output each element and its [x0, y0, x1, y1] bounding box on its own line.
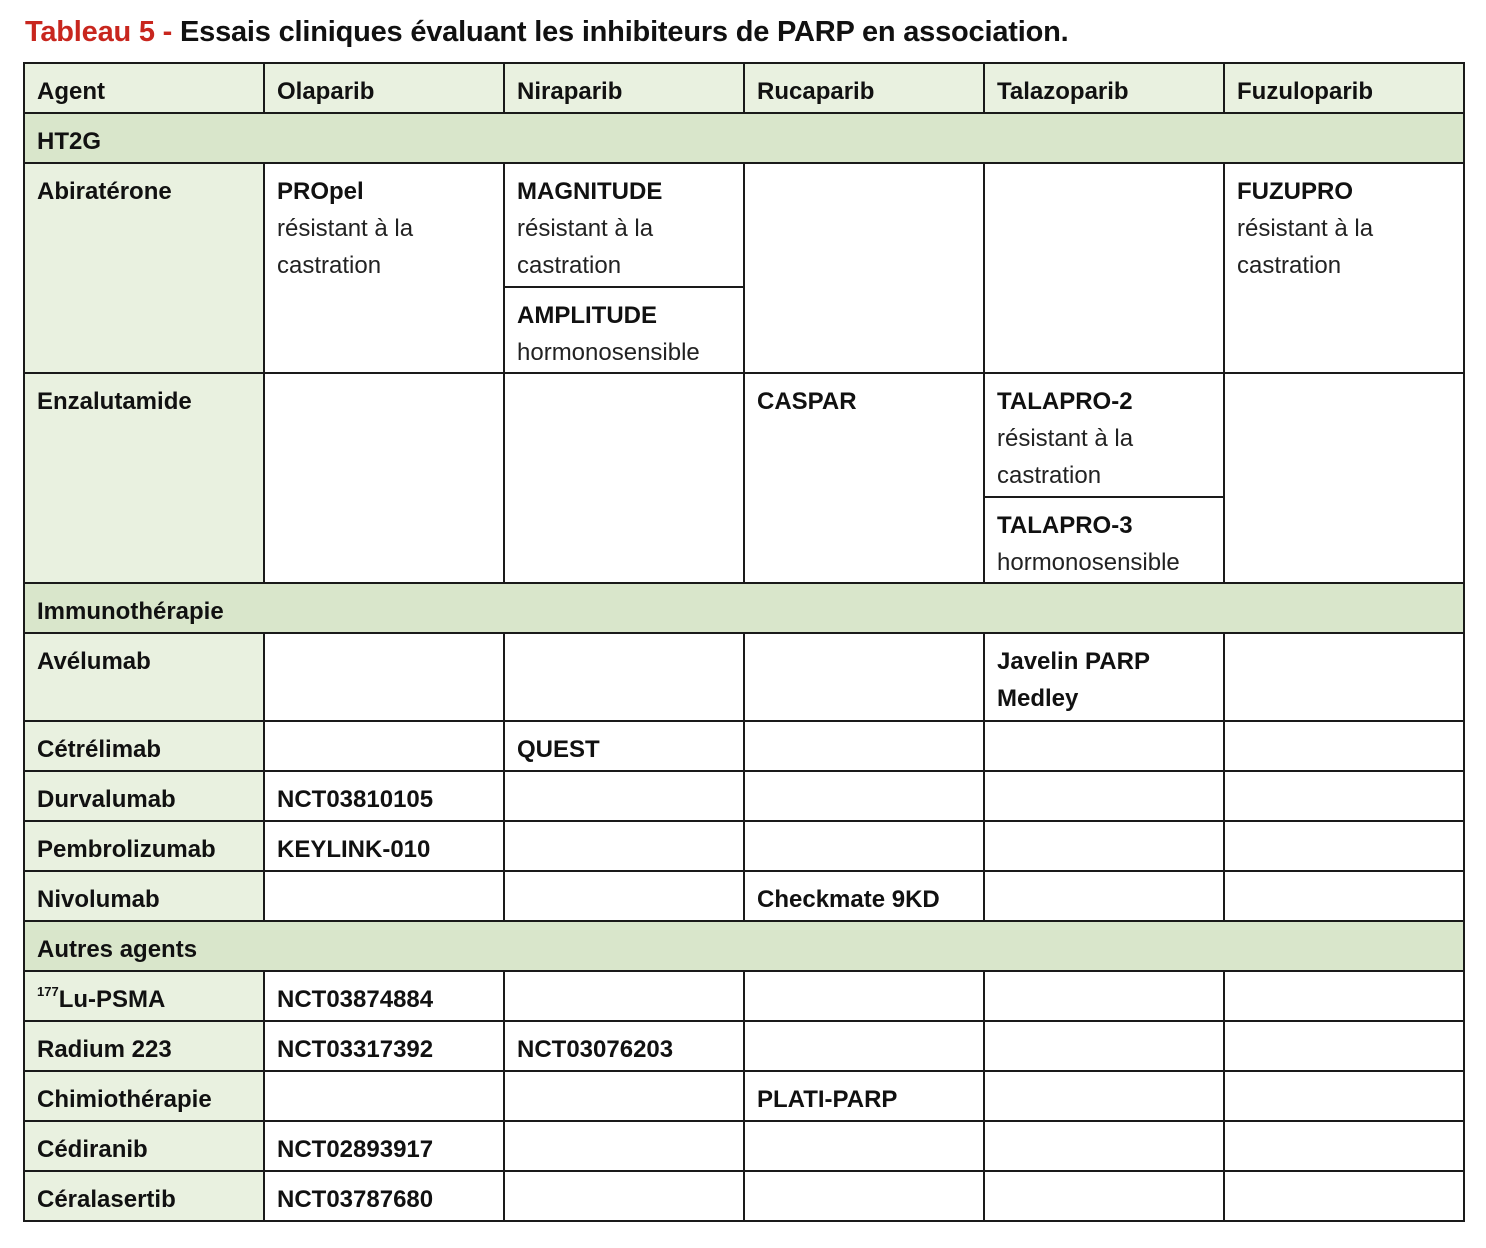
section-row	[24, 113, 1464, 163]
section-other-agents: Autres agents	[24, 921, 1464, 971]
header-rucaparib: Rucaparib	[744, 63, 984, 113]
trial-setting: résistant à la castration	[997, 425, 1134, 489]
empty-cell	[984, 1171, 1224, 1221]
table-title	[25, 16, 1068, 49]
agent-cell: Cédiranib	[24, 1121, 264, 1171]
table-row	[24, 1021, 1464, 1071]
empty-cell	[984, 1071, 1224, 1121]
header-niraparib: Niraparib	[504, 63, 744, 113]
trial-cell	[264, 163, 504, 373]
empty-cell	[744, 1121, 984, 1171]
trial-name: PROpel	[277, 178, 364, 205]
agent-name: Lu-PSMA	[58, 986, 166, 1013]
agent-cell: Radium 223	[24, 1021, 264, 1071]
table-row	[24, 821, 1464, 871]
trial-cell: Checkmate 9KD	[744, 871, 984, 921]
empty-cell	[984, 1121, 1224, 1171]
table-row	[24, 771, 1464, 821]
header-row	[24, 63, 1464, 113]
agent-cell: Nivolumab	[24, 871, 264, 921]
empty-cell	[984, 163, 1224, 373]
empty-cell	[744, 1021, 984, 1071]
empty-cell	[744, 633, 984, 721]
trial-subcell	[985, 496, 1223, 581]
trial-cell: NCT03787680	[264, 1171, 504, 1221]
table-row	[24, 163, 1464, 373]
table-row	[24, 1071, 1464, 1121]
trial-name: MAGNITUDE	[517, 178, 663, 205]
table-row	[24, 373, 1464, 583]
empty-cell	[1224, 821, 1464, 871]
empty-cell	[1224, 1071, 1464, 1121]
empty-cell	[504, 971, 744, 1021]
trial-name: TALAPRO-2	[997, 388, 1133, 415]
trial-setting: résistant à la castration	[1237, 215, 1374, 279]
empty-cell	[504, 1171, 744, 1221]
empty-cell	[744, 971, 984, 1021]
trial-cell	[1224, 163, 1464, 373]
trials-table	[23, 62, 1465, 1222]
header-talazoparib: Talazoparib	[984, 63, 1224, 113]
agent-cell	[24, 971, 264, 1021]
empty-cell	[1224, 633, 1464, 721]
empty-cell	[1224, 871, 1464, 921]
empty-cell	[1224, 1171, 1464, 1221]
empty-cell	[504, 771, 744, 821]
table-row	[24, 1121, 1464, 1171]
empty-cell	[1224, 971, 1464, 1021]
empty-cell	[264, 633, 504, 721]
table-row	[24, 871, 1464, 921]
agent-cell: Cétrélimab	[24, 721, 264, 771]
empty-cell	[744, 771, 984, 821]
header-olaparib: Olaparib	[264, 63, 504, 113]
empty-cell	[264, 871, 504, 921]
agent-cell: Pembrolizumab	[24, 821, 264, 871]
trial-cell: NCT03076203	[504, 1021, 744, 1071]
trial-subcell	[505, 164, 743, 286]
empty-cell	[504, 821, 744, 871]
empty-cell	[984, 821, 1224, 871]
empty-cell	[504, 1121, 744, 1171]
empty-cell	[504, 1071, 744, 1121]
empty-cell	[1224, 1021, 1464, 1071]
agent-cell: Avélumab	[24, 633, 264, 721]
empty-cell	[984, 1021, 1224, 1071]
trial-setting: hormonosensible	[997, 549, 1180, 576]
table-row	[24, 721, 1464, 771]
empty-cell	[984, 871, 1224, 921]
trial-subcell	[985, 374, 1223, 496]
empty-cell	[1224, 373, 1464, 583]
table-row	[24, 633, 1464, 721]
trial-cell: QUEST	[504, 721, 744, 771]
section-immunotherapy: Immunothérapie	[24, 583, 1464, 633]
trial-setting: résistant à la castration	[517, 215, 654, 279]
header-agent: Agent	[24, 63, 264, 113]
header-fuzuloparib: Fuzuloparib	[1224, 63, 1464, 113]
section-row	[24, 921, 1464, 971]
empty-cell	[504, 871, 744, 921]
trial-name: FUZUPRO	[1237, 178, 1353, 205]
agent-cell: Chimiothérapie	[24, 1071, 264, 1121]
trial-cell: KEYLINK-010	[264, 821, 504, 871]
empty-cell	[504, 373, 744, 583]
trial-name: TALAPRO-3	[997, 512, 1133, 539]
trial-cell	[504, 163, 744, 373]
trial-cell: NCT03317392	[264, 1021, 504, 1071]
table-number: Tableau 5 -	[25, 16, 173, 48]
empty-cell	[984, 971, 1224, 1021]
trial-subcell	[505, 286, 743, 371]
trial-cell: NCT03874884	[264, 971, 504, 1021]
trial-cell	[984, 373, 1224, 583]
trial-cell: CASPAR	[744, 373, 984, 583]
empty-cell	[984, 771, 1224, 821]
section-ht2g: HT2G	[24, 113, 1464, 163]
empty-cell	[1224, 721, 1464, 771]
empty-cell	[1224, 771, 1464, 821]
table-caption: Essais cliniques évaluant les inhibiteurs de PARP en association.	[180, 16, 1069, 48]
section-row	[24, 583, 1464, 633]
empty-cell	[504, 633, 744, 721]
empty-cell	[1224, 1121, 1464, 1171]
empty-cell	[744, 821, 984, 871]
empty-cell	[264, 721, 504, 771]
trial-name: AMPLITUDE	[517, 302, 657, 329]
agent-cell: Durvalumab	[24, 771, 264, 821]
empty-cell	[744, 1171, 984, 1221]
empty-cell	[984, 721, 1224, 771]
trial-cell: PLATI-PARP	[744, 1071, 984, 1121]
trial-cell: Javelin PARP Medley	[984, 633, 1224, 721]
trial-setting: hormonosensible	[517, 339, 700, 366]
empty-cell	[744, 721, 984, 771]
empty-cell	[264, 1071, 504, 1121]
table-row	[24, 971, 1464, 1021]
trial-setting: résistant à la castration	[277, 215, 414, 279]
agent-cell: Enzalutamide	[24, 373, 264, 583]
table-row	[24, 1171, 1464, 1221]
empty-cell	[744, 163, 984, 373]
trial-cell: NCT03810105	[264, 771, 504, 821]
empty-cell	[264, 373, 504, 583]
agent-cell: Céralasertib	[24, 1171, 264, 1221]
isotope-superscript: 177	[37, 984, 59, 999]
trial-cell: NCT02893917	[264, 1121, 504, 1171]
agent-cell: Abiratérone	[24, 163, 264, 373]
